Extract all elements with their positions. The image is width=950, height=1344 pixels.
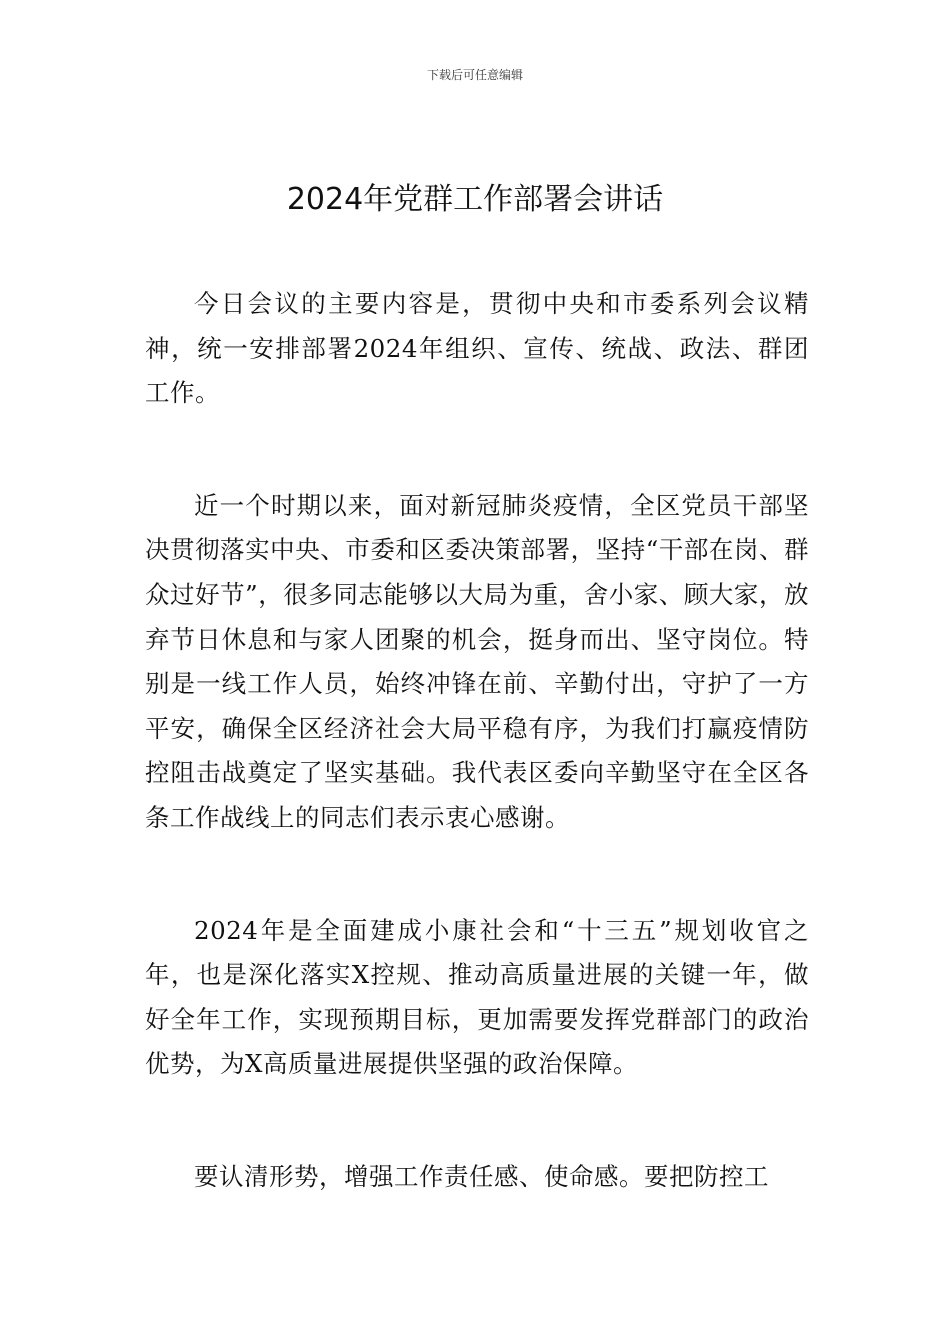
paragraph-1: 今日会议的主要内容是，贯彻中央和市委系列会议精神，统一安排部署2024年组织、宣传、统战、政法、群团工作。 (145, 289, 809, 408)
document-body (145, 282, 809, 1268)
paragraph-2: 近一个时期以来，面对新冠肺炎疫情，全区党员干部坚决贯彻落实中央、市委和区委决策部署，坚持“干部在岗、群众过好节”，很多同志能够以大局为重，舍小家、顾大家，放弃节日休息和与家人团聚的机会，挺身而出、坚守岗位。特别是一线工作人员，始终冲锋在前、辛勤付出，守护了一方平安，确保全区经济社会大局平稳有序，为我们打赢疫情防控阻击战奠定了坚实基础。我代表区委向辛勤坚守在全区各条工作战线上的同志们表示衷心感谢。 (145, 490, 809, 832)
document-title: 2024年党群工作部署会讲话 (286, 182, 664, 217)
paragraph-4: 要认清形势，增强工作责任感、使命感。要把防控工 (194, 1161, 769, 1191)
paragraph-3: 2024年是全面建成小康社会和“十三五”规划收官之年，也是深化落实X控规、推动高质量进展的关键一年，做好全年工作，实现预期目标，更加需要发挥党群部门的政治优势，为X高质量进展提供坚强的政治保障。 (145, 915, 809, 1079)
header-note: 下载后可任意编辑 (426, 68, 523, 82)
